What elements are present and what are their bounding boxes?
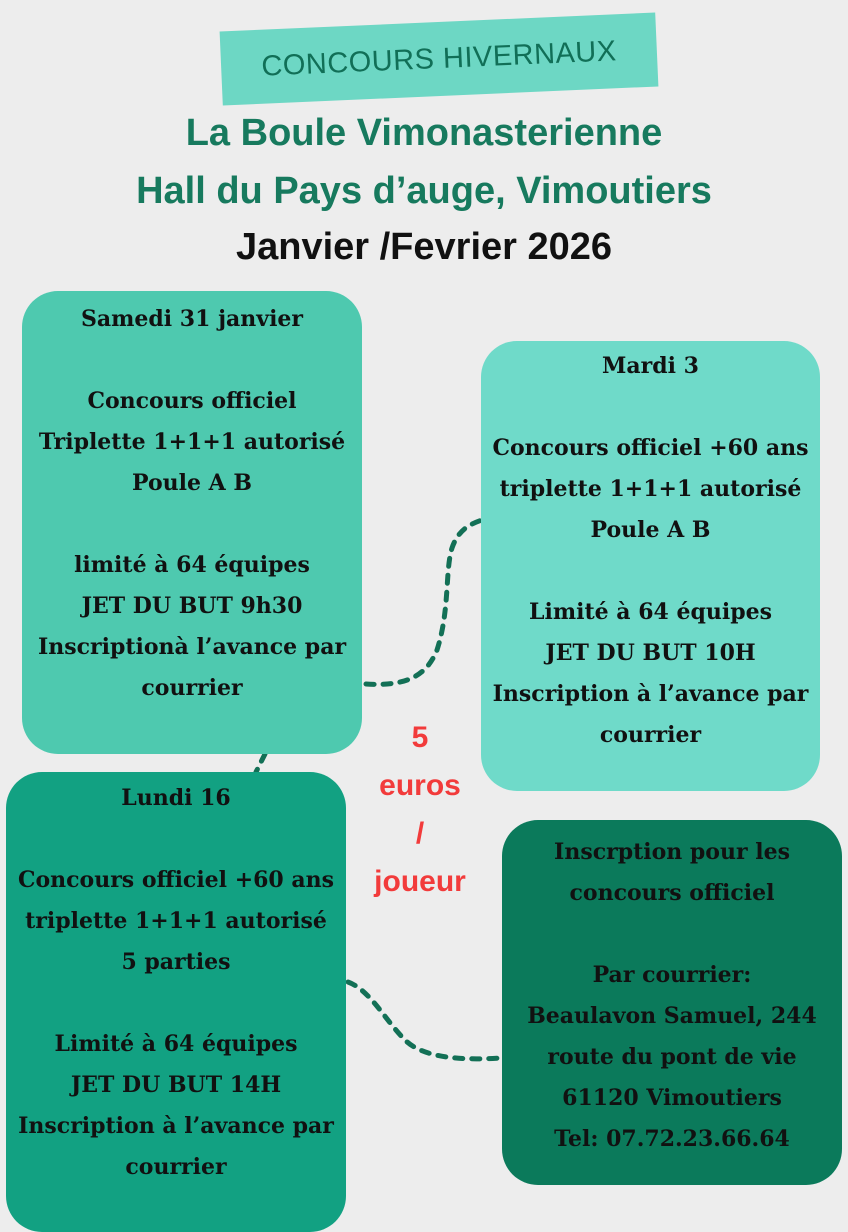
connector-samedi-mardi (366, 520, 482, 684)
card-line: Inscriptionà l’avance par (37, 634, 347, 660)
card-line: Samedi 31 janvier (80, 306, 304, 332)
period: Janvier /Fevrier 2026 (235, 226, 613, 268)
card-line: route du pont de vie (547, 1044, 797, 1070)
card-line: Poule A B (132, 470, 252, 496)
card-line: Inscrption pour les (554, 839, 790, 865)
card-line: triplette 1+1+1 autorisé (25, 908, 327, 934)
card-line: Triplette 1+1+1 autorisé (38, 429, 346, 455)
card-line: Limité à 64 équipes (54, 1031, 298, 1057)
card-line: triplette 1+1+1 autorisé (499, 476, 802, 502)
card-line: JET DU BUT 10H (545, 640, 756, 666)
price-currency: euros (379, 769, 461, 802)
card-samedi (22, 291, 362, 754)
card-line: 61120 Vimoutiers (562, 1085, 782, 1111)
club-name: La Boule Vimonasterienne (185, 112, 663, 154)
price-amount: 5 (411, 721, 429, 754)
venue: Hall du Pays d’auge, Vimoutiers (136, 170, 712, 212)
card-line: Concours officiel +60 ans (17, 867, 335, 893)
price-separator: / (415, 817, 425, 850)
card-line: Inscription à l’avance par (492, 681, 809, 707)
banner-text: CONCOURS HIVERNAUX (260, 34, 618, 83)
card-line: concours officiel (569, 880, 775, 906)
card-line: Poule A B (590, 517, 711, 543)
card-line (481, 387, 820, 428)
card-line: courrier (599, 722, 702, 748)
card-line (481, 551, 820, 592)
card-line: Concours officiel (87, 388, 297, 414)
connector-lundi-inscription (348, 982, 500, 1059)
card-line: Concours officiel +60 ans (492, 435, 809, 461)
card-line (6, 819, 346, 860)
card-line: Beaulavon Samuel, 244 (527, 1003, 817, 1029)
price-unit: joueur (374, 865, 466, 898)
card-mardi (481, 341, 820, 791)
card-line: Mardi 3 (602, 353, 699, 379)
card-line (22, 340, 362, 381)
card-line: JET DU BUT 9h30 (81, 593, 303, 619)
card-line: Lundi 16 (121, 785, 231, 811)
card-line: Inscription à l’avance par (18, 1113, 334, 1139)
card-line: courrier (125, 1154, 227, 1180)
card-line: Tel: 07.72.23.66.64 (554, 1126, 790, 1152)
card-line (6, 983, 346, 1024)
connector-samedi-lundi (256, 754, 265, 772)
card-line: limité à 64 équipes (74, 552, 310, 578)
card-line: JET DU BUT 14H (70, 1072, 282, 1098)
card-line: 5 parties (121, 949, 231, 975)
price-label (360, 714, 480, 906)
card-line: Par courrier: (592, 962, 752, 988)
card-inscription (502, 820, 842, 1185)
card-line: courrier (141, 675, 243, 701)
card-line (502, 914, 842, 955)
card-lundi (6, 772, 346, 1232)
card-line: Limité à 64 équipes (529, 599, 772, 625)
card-line (22, 504, 362, 545)
